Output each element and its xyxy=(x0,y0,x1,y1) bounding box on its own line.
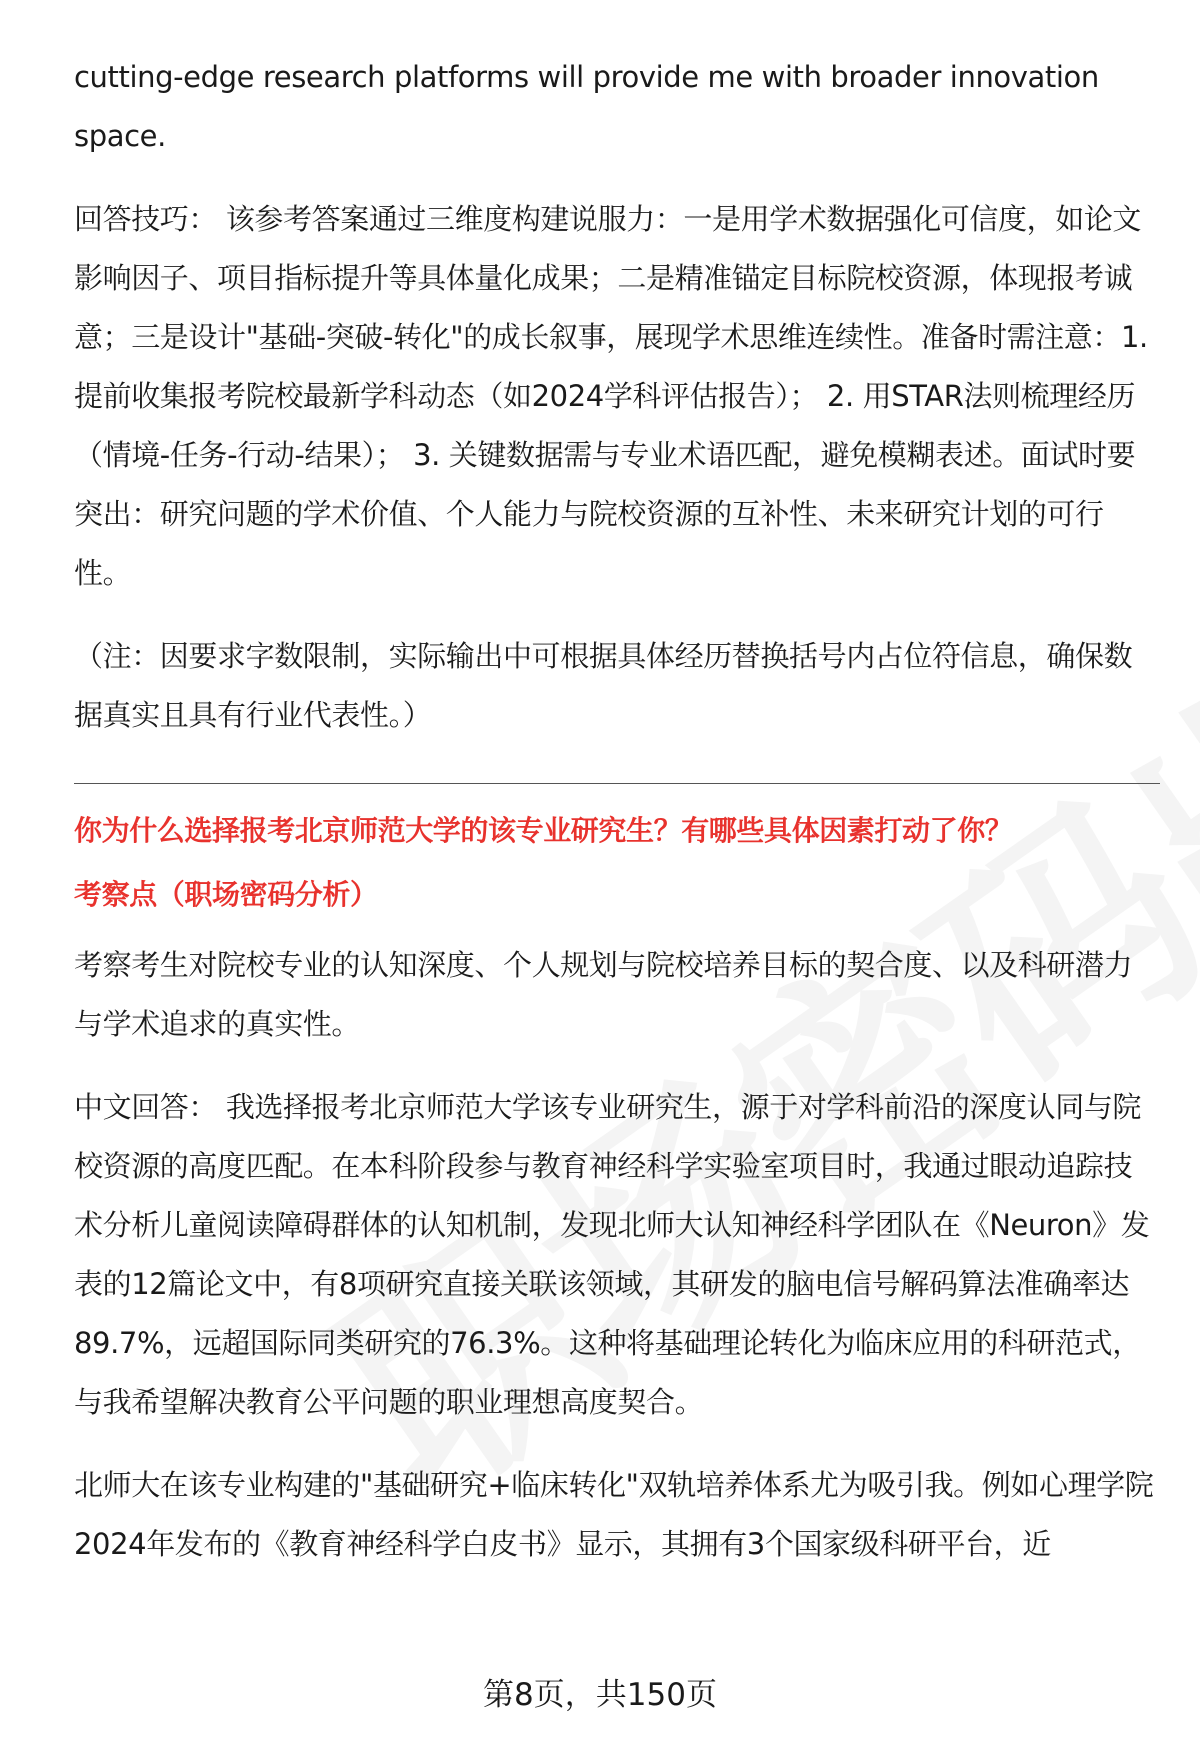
chinese-answer-paragraph-2: 北师大在该专业构建的"基础研究+临床转化"双轨培养体系尤为吸引我。例如心理学院2024年发布的《教育神经科学白皮书》显示，其拥有3个国家级科研平台，近 xyxy=(74,1468,1154,1561)
answer-tips-paragraph: 回答技巧： 该参考答案通过三维度构建说服力：一是用学术数据强化可信度，如论文影响因子、项目指标提升等具体量化成果；二是精准锚定目标院校资源，体现报考诚意；三是设计"基础-突破-转化"的成长叙事，展现学术思维连续性。准备时需注意：1. 提前收集报考院校最新学科动态（如2024学科评估报告）； 2. 用STAR法则梳理经历（情境-任务-行动-结果）； 3. 关键数据需与专业术语匹配，避免模糊表述。面试时要突出：研究问题的学术价值、个人能力与院校资源的互补性、未来研究计划的可行性。 xyxy=(74,202,1148,590)
question-title: 你为什么选择报考北京师范大学的该专业研究生？有哪些具体因素打动了你？ xyxy=(74,814,1013,847)
examine-heading: 考察点（职场密码分析） xyxy=(74,878,378,911)
page-content xyxy=(74,48,1160,1574)
page-footer: 第8页，共150页 xyxy=(483,1677,717,1713)
note-paragraph: （注：因要求字数限制，实际输出中可根据具体经历替换括号内占位符信息，确保数据真实且具有行业代表性。） xyxy=(74,639,1133,732)
examine-paragraph: 考察考生对院校专业的认知深度、个人规划与院校培养目标的契合度、以及科研潜力与学术追求的真实性。 xyxy=(74,948,1133,1041)
chinese-answer-paragraph: 中文回答： 我选择报考北京师范大学该专业研究生，源于对学科前沿的深度认同与院校资源的高度匹配。在本科阶段参与教育神经科学实验室项目时，我通过眼动追踪技术分析儿童阅读障碍群体的认知机制，发现北师大认知神经科学团队在《Neuron》发表的12篇论文中，有8项研究直接关联该领域，其研发的脑电信号解码算法准确率达89.7%，远超国际同类研究的76.3%。这种将基础理论转化为临床应用的科研范式，与我希望解决教育公平问题的职业理想高度契合。 xyxy=(74,1090,1150,1419)
continued-answer-paragraph: cutting-edge research platforms will provide me with broader innovation space. xyxy=(74,60,1099,153)
